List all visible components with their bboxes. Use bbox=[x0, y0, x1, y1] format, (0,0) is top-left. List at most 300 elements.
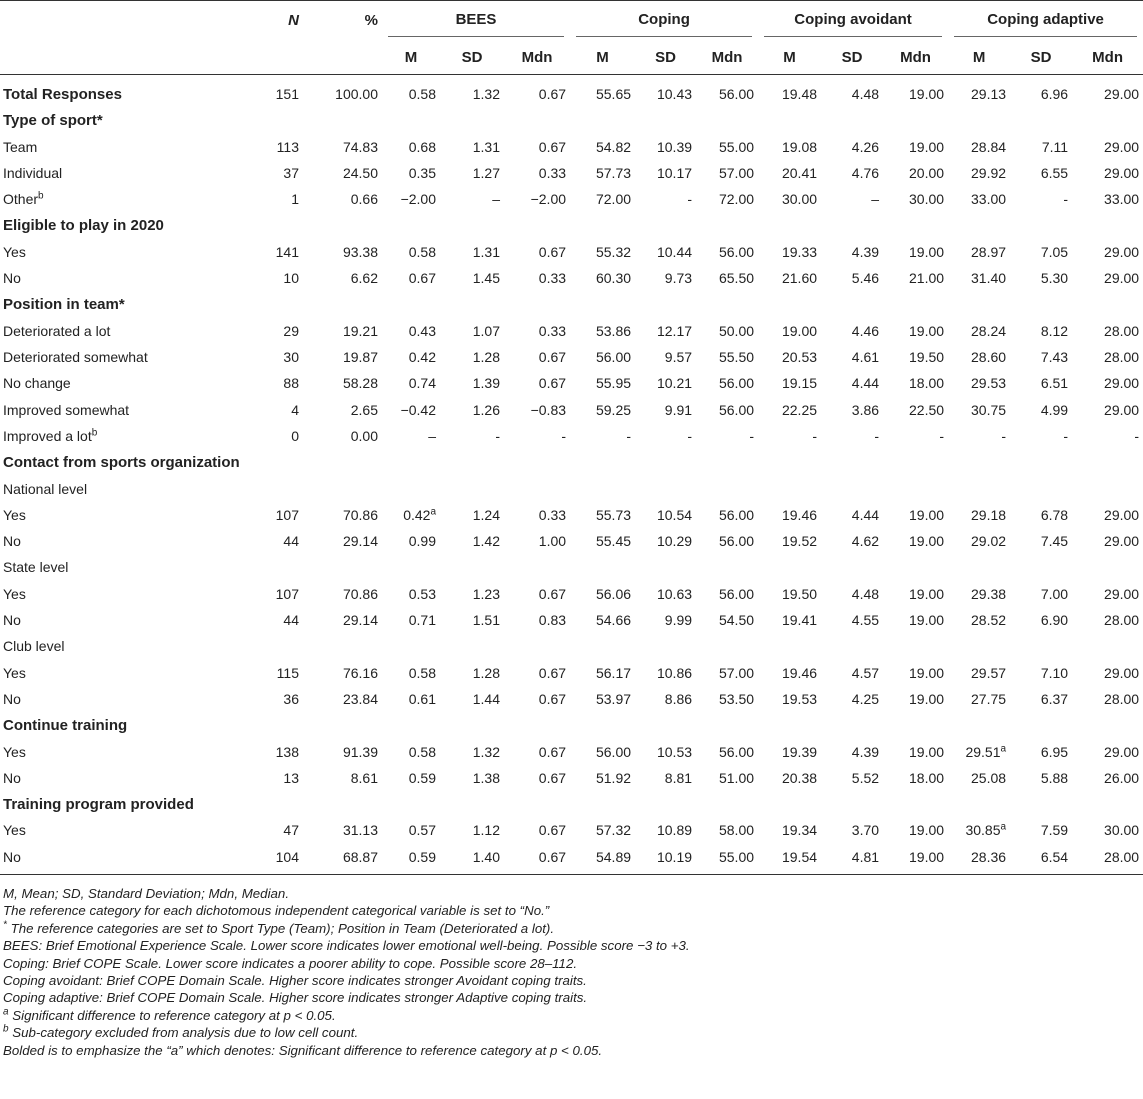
cell-value: 7.45 bbox=[1040, 533, 1069, 550]
cell-value: 4.46 bbox=[851, 322, 880, 339]
table-cell bbox=[635, 212, 696, 238]
table-cell bbox=[696, 607, 758, 633]
cell-value: 19.00 bbox=[909, 664, 945, 681]
cell-value: 51.92 bbox=[595, 769, 632, 786]
table-cell bbox=[696, 239, 758, 265]
table-cell bbox=[883, 423, 948, 449]
table-cell bbox=[1010, 186, 1072, 212]
table-cell bbox=[303, 239, 382, 265]
footnote bbox=[3, 955, 1143, 972]
table-cell bbox=[1010, 581, 1072, 607]
table-cell bbox=[696, 423, 758, 449]
cell-value: 10.19 bbox=[656, 848, 693, 865]
row-label-text: Position in team* bbox=[3, 296, 125, 314]
table-cell bbox=[821, 160, 883, 186]
row-label bbox=[0, 475, 263, 501]
table-cell bbox=[1072, 475, 1143, 501]
table-cell bbox=[440, 607, 504, 633]
table-cell bbox=[440, 397, 504, 423]
table-cell bbox=[570, 686, 635, 712]
table-cell bbox=[635, 239, 696, 265]
header-sub: SD bbox=[821, 40, 883, 75]
table-cell bbox=[635, 817, 696, 843]
table-cell bbox=[1010, 212, 1072, 238]
table-cell bbox=[263, 370, 303, 396]
table-cell bbox=[948, 318, 1010, 344]
cell-value: 0.43 bbox=[408, 322, 436, 339]
cell-value: 20.38 bbox=[781, 769, 818, 786]
cell-value: 60.30 bbox=[595, 270, 632, 287]
cell-value: 29.00 bbox=[1104, 401, 1140, 418]
cell-value: 29.38 bbox=[971, 585, 1007, 602]
row-label-text: No bbox=[3, 690, 21, 707]
table-cell bbox=[821, 291, 883, 317]
cell-value: 19.00 bbox=[909, 533, 945, 550]
table-cell bbox=[263, 423, 303, 449]
footnote bbox=[3, 1007, 1143, 1024]
header-sub: SD bbox=[440, 40, 504, 75]
table-cell bbox=[758, 765, 821, 791]
table-cell bbox=[635, 475, 696, 501]
cell-value: 55.50 bbox=[718, 349, 755, 366]
table-cell bbox=[948, 738, 1010, 764]
cell-value: 4.61 bbox=[851, 349, 880, 366]
table-cell bbox=[821, 212, 883, 238]
header-group-label: Coping adaptive bbox=[954, 11, 1137, 37]
cell-value: 25.08 bbox=[971, 769, 1007, 786]
table-cell bbox=[570, 423, 635, 449]
cell-value: 1.32 bbox=[472, 743, 500, 760]
row-label bbox=[0, 291, 263, 317]
cell-value: 30.85 bbox=[965, 822, 1001, 839]
cell-value: - bbox=[1063, 428, 1069, 444]
table-header bbox=[0, 1, 1143, 75]
table-cell bbox=[1072, 212, 1143, 238]
table-cell bbox=[696, 107, 758, 133]
table-cell bbox=[440, 344, 504, 370]
row-label bbox=[0, 186, 263, 212]
table-cell bbox=[570, 160, 635, 186]
row-label-text: State level bbox=[3, 559, 69, 576]
cell-value: 8.86 bbox=[664, 690, 693, 707]
table-cell bbox=[382, 686, 440, 712]
cell-value: 0.67 bbox=[538, 848, 567, 865]
cell-value: 4.99 bbox=[1040, 401, 1069, 418]
table-cell bbox=[382, 239, 440, 265]
table-cell bbox=[948, 186, 1010, 212]
table-cell bbox=[758, 738, 821, 764]
cell-value: 7.10 bbox=[1040, 664, 1069, 681]
table-cell bbox=[303, 712, 382, 738]
cell-value: 19.53 bbox=[781, 690, 818, 707]
table-cell bbox=[570, 607, 635, 633]
cell-value: 36 bbox=[283, 690, 299, 707]
cell-value: 107 bbox=[275, 506, 299, 523]
cell-value: 0.61 bbox=[408, 690, 436, 707]
table-cell bbox=[504, 607, 570, 633]
table-cell bbox=[1072, 765, 1143, 791]
table-cell bbox=[263, 397, 303, 423]
footnote bbox=[3, 1024, 1143, 1041]
table-cell bbox=[883, 212, 948, 238]
table-cell bbox=[504, 502, 570, 528]
table-body bbox=[0, 75, 1143, 875]
table-cell bbox=[635, 844, 696, 875]
cell-value: 72.00 bbox=[718, 191, 755, 208]
cell-value: 29.00 bbox=[1104, 165, 1140, 182]
table-cell bbox=[758, 633, 821, 659]
table-cell bbox=[635, 502, 696, 528]
cell-value: 19.00 bbox=[909, 612, 945, 629]
table-cell bbox=[1072, 344, 1143, 370]
row-label-text: Other bbox=[3, 191, 39, 208]
table-cell bbox=[696, 212, 758, 238]
table-cell bbox=[758, 660, 821, 686]
table-cell bbox=[440, 160, 504, 186]
table-cell bbox=[263, 581, 303, 607]
cell-value: 4.76 bbox=[851, 165, 880, 182]
cell-value: 5.30 bbox=[1040, 270, 1069, 287]
table-cell bbox=[948, 712, 1010, 738]
table-cell bbox=[696, 449, 758, 475]
cell-value: 29.00 bbox=[1104, 243, 1140, 260]
table-row bbox=[0, 844, 1143, 875]
table-cell bbox=[1072, 291, 1143, 317]
table-cell bbox=[570, 581, 635, 607]
table-cell bbox=[504, 686, 570, 712]
table-cell bbox=[382, 370, 440, 396]
cell-value: - bbox=[749, 428, 755, 444]
row-label-text: Yes bbox=[3, 506, 26, 523]
footnote-text: Bolded is to emphasize the “a” which denotes: Significant difference to reference category at p < 0.05. bbox=[3, 1042, 603, 1058]
table-cell bbox=[1072, 239, 1143, 265]
cell-value: 44 bbox=[283, 533, 299, 550]
table-cell bbox=[570, 738, 635, 764]
row-label-text: No bbox=[3, 769, 21, 786]
cell-value: 19.87 bbox=[342, 349, 378, 366]
cell-value: 28.24 bbox=[971, 322, 1007, 339]
cell-value: −0.42 bbox=[400, 401, 436, 418]
cell-value: 19.00 bbox=[909, 86, 945, 103]
header-percent: % bbox=[364, 12, 378, 29]
table-cell bbox=[504, 660, 570, 686]
cell-value: 57.32 bbox=[595, 822, 632, 839]
table-cell bbox=[1072, 318, 1143, 344]
cell-value: 0.53 bbox=[408, 585, 436, 602]
cell-value: 19.50 bbox=[909, 349, 945, 366]
table-cell bbox=[263, 212, 303, 238]
cell-value: 19.00 bbox=[909, 506, 945, 523]
table-cell bbox=[440, 633, 504, 659]
cell-value: 141 bbox=[275, 243, 299, 260]
cell-value: 56.00 bbox=[718, 533, 755, 550]
cell-value: 29.00 bbox=[1104, 270, 1140, 287]
cell-value: 28.00 bbox=[1104, 848, 1140, 865]
table-cell bbox=[635, 449, 696, 475]
table-cell bbox=[263, 844, 303, 875]
cell-value: 10.53 bbox=[656, 743, 693, 760]
cell-value: 6.96 bbox=[1040, 86, 1069, 103]
footnote-text: BEES: Brief Emotional Experience Scale. Lower score indicates lower emotional well-being. Possible score −3 to +3. bbox=[3, 938, 690, 954]
cell-value: 57.00 bbox=[718, 165, 755, 182]
cell-value: 9.57 bbox=[664, 349, 693, 366]
table-cell bbox=[263, 502, 303, 528]
table-cell bbox=[696, 186, 758, 212]
cell-value: 29.18 bbox=[971, 506, 1007, 523]
table-cell bbox=[948, 686, 1010, 712]
table-cell bbox=[303, 686, 382, 712]
cell-value: - bbox=[687, 191, 693, 208]
footnote bbox=[3, 1042, 1143, 1059]
cell-value: 3.86 bbox=[851, 401, 880, 418]
cell-value: - bbox=[495, 428, 500, 444]
table-cell bbox=[504, 449, 570, 475]
table-cell bbox=[635, 291, 696, 317]
table-cell bbox=[948, 344, 1010, 370]
row-label bbox=[0, 581, 263, 607]
cell-value: 59.25 bbox=[595, 401, 632, 418]
table-cell bbox=[696, 344, 758, 370]
table-cell bbox=[821, 475, 883, 501]
table-cell bbox=[303, 660, 382, 686]
table-cell bbox=[440, 581, 504, 607]
cell-value: 29.13 bbox=[971, 86, 1007, 103]
table-cell bbox=[570, 449, 635, 475]
cell-value: 4.62 bbox=[851, 533, 880, 550]
table-cell bbox=[440, 554, 504, 580]
table-cell bbox=[1072, 633, 1143, 659]
table-cell bbox=[821, 370, 883, 396]
table-cell bbox=[821, 607, 883, 633]
table-cell bbox=[1010, 239, 1072, 265]
table-cell bbox=[1072, 75, 1143, 108]
table-cell bbox=[883, 581, 948, 607]
table-cell bbox=[440, 186, 504, 212]
row-label bbox=[0, 318, 263, 344]
table-row bbox=[0, 291, 1143, 317]
cell-value: 8.12 bbox=[1040, 322, 1069, 339]
table-cell bbox=[440, 738, 504, 764]
table-row bbox=[0, 134, 1143, 160]
table-cell bbox=[440, 712, 504, 738]
table-cell bbox=[570, 475, 635, 501]
cell-value: 1.42 bbox=[472, 533, 500, 550]
cell-value: 30.00 bbox=[1104, 822, 1140, 839]
cell-value: 4.55 bbox=[851, 612, 880, 629]
cell-value: 1.07 bbox=[472, 322, 500, 339]
table-cell bbox=[635, 660, 696, 686]
table-cell bbox=[263, 712, 303, 738]
footnote bbox=[3, 902, 1143, 919]
table-cell bbox=[883, 765, 948, 791]
cell-value: 10.89 bbox=[656, 822, 693, 839]
cell-value: 29.14 bbox=[342, 612, 378, 629]
cell-value: 44 bbox=[283, 612, 299, 629]
table-cell bbox=[821, 239, 883, 265]
footnote-text: The reference categories are set to Sport Type (Team); Position in Team (Deteriorated a lot). bbox=[6, 920, 555, 936]
table-cell bbox=[263, 765, 303, 791]
table-cell bbox=[758, 160, 821, 186]
table-cell bbox=[696, 791, 758, 817]
row-label bbox=[0, 423, 263, 449]
row-label-superscript: b bbox=[38, 190, 44, 202]
table-cell bbox=[883, 186, 948, 212]
table-cell bbox=[883, 160, 948, 186]
table-cell bbox=[883, 712, 948, 738]
table-cell bbox=[758, 291, 821, 317]
table-cell bbox=[303, 765, 382, 791]
table-cell bbox=[821, 633, 883, 659]
table-cell bbox=[1010, 712, 1072, 738]
table-cell bbox=[504, 239, 570, 265]
cell-value: 20.53 bbox=[781, 349, 818, 366]
cell-value: 19.00 bbox=[909, 322, 945, 339]
table-row bbox=[0, 475, 1143, 501]
row-label-text: Team bbox=[3, 138, 38, 155]
table-cell bbox=[303, 160, 382, 186]
cell-value: 29.00 bbox=[1104, 375, 1140, 392]
table-cell bbox=[263, 449, 303, 475]
footnote-text: Coping: Brief COPE Scale. Lower score indicates a poorer ability to cope. Possible score 28–112. bbox=[3, 955, 578, 971]
footnote-marker: * bbox=[3, 919, 7, 931]
table-cell bbox=[303, 291, 382, 317]
cell-value: 23.84 bbox=[342, 690, 378, 707]
table-cell bbox=[883, 686, 948, 712]
table-cell bbox=[696, 318, 758, 344]
table-cell bbox=[1072, 844, 1143, 875]
header-sub: SD bbox=[635, 40, 696, 75]
cell-value: 4.39 bbox=[851, 743, 880, 760]
cell-value: 0.57 bbox=[408, 822, 436, 839]
cell-value: 0.99 bbox=[408, 533, 436, 550]
table-cell bbox=[821, 134, 883, 160]
cell-value: 29.57 bbox=[971, 664, 1007, 681]
table-row bbox=[0, 554, 1143, 580]
row-label-text: National level bbox=[3, 480, 88, 497]
cell-value: 70.86 bbox=[342, 585, 378, 602]
row-label bbox=[0, 712, 263, 738]
cell-value: 19.00 bbox=[909, 243, 945, 260]
table-cell bbox=[263, 791, 303, 817]
cell-value: 13 bbox=[283, 769, 299, 786]
cell-value: 56.00 bbox=[718, 86, 755, 103]
cell-value: 4 bbox=[291, 401, 299, 418]
cell-value: 7.11 bbox=[1041, 138, 1069, 155]
cell-value: 20.41 bbox=[781, 165, 818, 182]
table-cell bbox=[1010, 318, 1072, 344]
table-cell bbox=[948, 660, 1010, 686]
header-group-label: Coping avoidant bbox=[764, 11, 942, 37]
cell-value: 2.65 bbox=[350, 401, 378, 418]
table-cell bbox=[504, 186, 570, 212]
table-cell bbox=[303, 107, 382, 133]
table-cell bbox=[504, 344, 570, 370]
table-cell bbox=[263, 344, 303, 370]
cell-value: 10.21 bbox=[656, 375, 693, 392]
cell-value: - bbox=[939, 428, 945, 444]
header-n: N bbox=[288, 12, 299, 29]
cell-value: 21.60 bbox=[781, 270, 818, 287]
row-label-text: Yes bbox=[3, 664, 26, 681]
table-cell bbox=[263, 75, 303, 108]
table-cell bbox=[382, 107, 440, 133]
row-label-text: No bbox=[3, 848, 21, 865]
row-label bbox=[0, 212, 263, 238]
row-label-text: No bbox=[3, 533, 21, 550]
table-cell bbox=[263, 160, 303, 186]
header-group-coping bbox=[570, 1, 758, 41]
table-cell bbox=[440, 212, 504, 238]
cell-value: 24.50 bbox=[342, 165, 378, 182]
table-cell bbox=[504, 633, 570, 659]
table-cell bbox=[504, 318, 570, 344]
table-cell bbox=[440, 318, 504, 344]
table-cell bbox=[758, 712, 821, 738]
table-cell bbox=[883, 791, 948, 817]
cell-value: 4.44 bbox=[851, 375, 880, 392]
cell-value: 7.59 bbox=[1040, 822, 1069, 839]
table-cell bbox=[883, 554, 948, 580]
table-cell bbox=[504, 212, 570, 238]
table-cell bbox=[1010, 633, 1072, 659]
cell-value: 9.91 bbox=[664, 401, 693, 418]
cell-value: 0.67 bbox=[538, 138, 567, 155]
table-cell bbox=[263, 107, 303, 133]
cell-value: 27.75 bbox=[971, 690, 1007, 707]
table-cell bbox=[696, 712, 758, 738]
cell-value: 10.43 bbox=[656, 86, 693, 103]
table-cell bbox=[758, 581, 821, 607]
table-cell bbox=[1010, 265, 1072, 291]
cell-value: 113 bbox=[276, 138, 299, 155]
cell-value: 47 bbox=[283, 822, 299, 839]
row-label bbox=[0, 239, 263, 265]
table-cell bbox=[303, 475, 382, 501]
table-cell bbox=[696, 370, 758, 396]
row-label bbox=[0, 397, 263, 423]
cell-value: 7.05 bbox=[1040, 243, 1069, 260]
table-cell bbox=[303, 738, 382, 764]
table-cell bbox=[696, 75, 758, 108]
cell-value: 9.73 bbox=[664, 270, 693, 287]
header-group-label: BEES bbox=[388, 11, 564, 37]
table-cell bbox=[382, 475, 440, 501]
table-cell bbox=[303, 607, 382, 633]
table-cell bbox=[303, 449, 382, 475]
footnote-text: Coping adaptive: Brief COPE Domain Scale. Higher score indicates stronger Adaptive coping traits. bbox=[3, 990, 588, 1006]
table-row bbox=[0, 265, 1143, 291]
table-cell bbox=[883, 475, 948, 501]
cell-value: 19.08 bbox=[781, 138, 818, 155]
table-cell bbox=[758, 449, 821, 475]
table-cell bbox=[504, 265, 570, 291]
cell-value: 19.54 bbox=[781, 848, 818, 865]
table-cell bbox=[263, 186, 303, 212]
cell-value: 0.67 bbox=[538, 243, 567, 260]
significance-marker: a bbox=[430, 506, 436, 518]
cell-value: 1.40 bbox=[472, 848, 500, 865]
cell-value: 0.67 bbox=[538, 822, 567, 839]
table-cell bbox=[883, 502, 948, 528]
table-cell bbox=[504, 160, 570, 186]
cell-value: 30.00 bbox=[909, 191, 945, 208]
table-row bbox=[0, 765, 1143, 791]
cell-value: 56.00 bbox=[718, 506, 755, 523]
table-cell bbox=[821, 528, 883, 554]
significance-marker: a bbox=[1000, 821, 1007, 833]
table-cell bbox=[570, 633, 635, 659]
table-cell bbox=[263, 633, 303, 659]
